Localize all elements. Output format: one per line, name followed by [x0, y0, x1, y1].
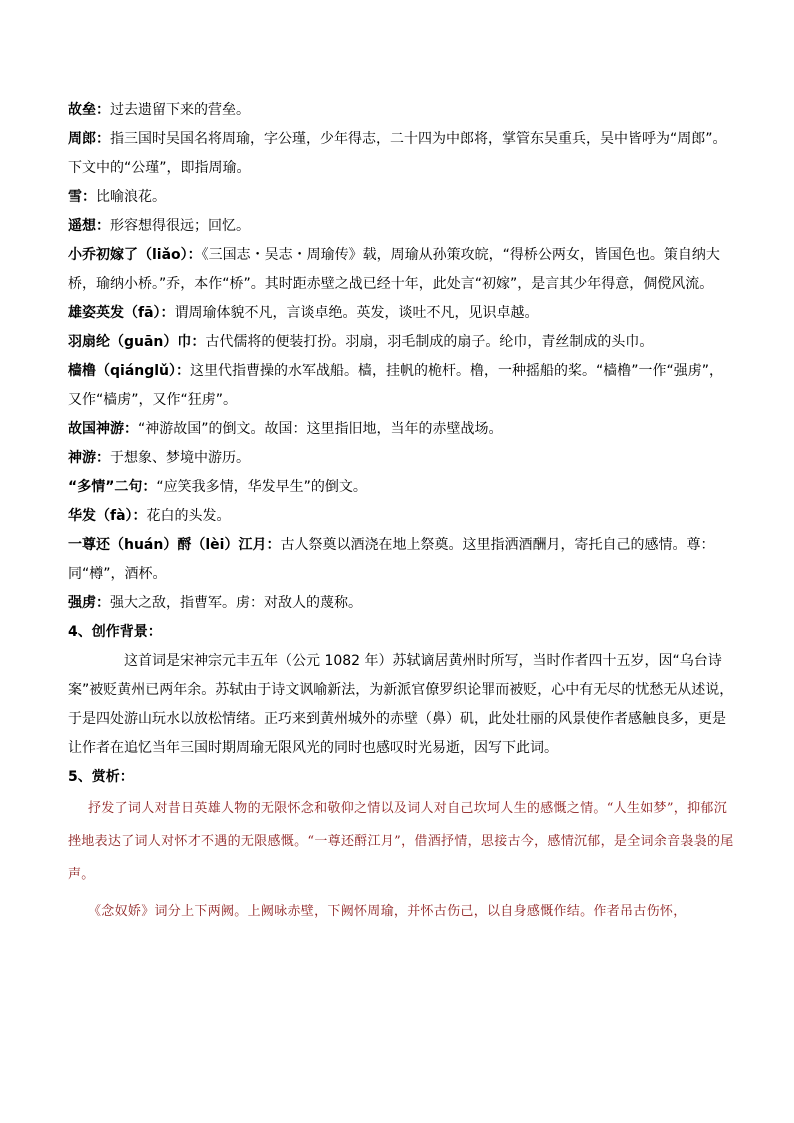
glossary-term: 雪	[68, 189, 82, 205]
glossary-term: 樯橹（qiánglǔ）	[68, 363, 177, 379]
glossary-term: 雄姿英发（fā）	[68, 305, 161, 321]
glossary-entry	[68, 299, 734, 328]
glossary-definition: 《三国志・吴志・周瑜传》载，周瑜从孙策攻皖，“得桥公两女，皆国色也。策自纳大桥，瑜纳小桥。”乔，本作“桥”。其时距赤壁之战已经十年，此处言“初嫁”，是言其少年得意，倜傥风流。	[68, 247, 720, 292]
glossary-term: 故垒	[68, 102, 96, 118]
appreciation-paragraph-1: 抒发了词人对昔日英雄人物的无限怀念和敬仰之情以及词人对自己坎坷人生的感慨之情。“人生如梦”，抑郁沉挫地表达了词人对怀才不遇的无限感慨。“一尊还酹江月”，借酒抒情，思接古今，感情沉郁，是全词余音袅袅的尾声。	[68, 801, 734, 882]
glossary-term: 羽扇纶（guān）巾	[68, 334, 192, 350]
glossary-separator: ：	[176, 363, 191, 379]
glossary-term: “多情”二句	[68, 479, 143, 495]
glossary-definition: 比喻浪花。	[96, 189, 166, 205]
glossary-term: 华发（fà）	[68, 508, 133, 524]
appreciation-paragraph-2: 《念奴娇》词分上下两阙。上阙咏赤壁，下阙怀周瑜，并怀古伤己，以自身感慨作结。作者吊古伤怀，	[88, 904, 687, 919]
glossary-definition: 于想象、梦境中游历。	[110, 450, 250, 466]
glossary-separator: ：	[96, 131, 110, 147]
glossary-separator: ：	[266, 537, 281, 553]
glossary-entry	[68, 502, 734, 531]
glossary-definition: 花白的头发。	[146, 508, 231, 524]
glossary-entry	[68, 473, 734, 502]
glossary-entry	[68, 589, 734, 618]
glossary-list	[68, 96, 734, 618]
glossary-entry	[68, 357, 734, 415]
glossary-separator: ：	[132, 508, 147, 524]
glossary-term: 周郎	[68, 131, 96, 147]
glossary-definition: “神游故国”的倒文。故国：这里指旧地，当年的赤壁战场。	[138, 421, 503, 437]
glossary-entry	[68, 415, 734, 444]
glossary-definition: 古代儒将的便装打扮。羽扇，羽毛制成的扇子。纶巾，青丝制成的头巾。	[205, 334, 654, 350]
glossary-definition: 形容想得很远；回忆。	[110, 218, 250, 234]
glossary-separator: ：	[124, 421, 138, 437]
glossary-entry	[68, 96, 734, 125]
glossary-term: 强虏	[68, 595, 96, 611]
glossary-separator: ：	[82, 189, 96, 205]
glossary-entry	[68, 444, 734, 473]
glossary-term: 神游	[68, 450, 96, 466]
glossary-entry	[68, 241, 734, 299]
glossary-separator: ：	[191, 334, 206, 350]
glossary-definition: 强大之敌，指曹军。虏：对敌人的蔑称。	[110, 595, 362, 611]
background-paragraph: 这首词是宋神宗元丰五年（公元 1082 年）苏轼谪居黄州时所写，当时作者四十五岁，因“乌台诗案”被贬黄州已两年余。苏轼由于诗文讽喻新法，为新派官僚罗织论罪而被贬，心中有无尽的忧愁无从述说，于是四处游山玩水以放松情绪。正巧来到黄州城外的赤壁（鼻）矶，此处壮丽的风景使作者感触良多，更是让作者在追忆当年三国时期周瑜无限风光的同时也感叹时光易逝，因写下此词。	[68, 653, 734, 756]
glossary-term: 小乔初嫁了（liǎo）	[68, 247, 188, 263]
glossary-term: 一尊还（huán）酹（lèi）江月	[68, 537, 267, 553]
glossary-definition: 这里代指曹操的水军战船。樯，挂帆的桅杆。橹，一种摇船的桨。“樯橹”一作“强虏”，又作“樯虏”，又作“狂虏”。	[68, 363, 724, 408]
background-heading: 4、创作背景：	[68, 624, 162, 640]
appreciation-heading: 5、赏析：	[68, 769, 134, 785]
glossary-term: 故国神游	[68, 421, 124, 437]
glossary-definition: 指三国时吴国名将周瑜，字公瑾，少年得志，二十四为中郎将，掌管东吴重兵，吴中皆呼为“周郎”。下文中的“公瑾”，即指周瑜。	[68, 131, 727, 176]
glossary-entry	[68, 531, 734, 589]
glossary-separator: ：	[96, 595, 110, 611]
glossary-definition: 古人祭奠以酒浇在地上祭奠。这里指洒酒酬月，寄托自己的感情。尊：同“樽”，酒杯。	[68, 537, 715, 582]
glossary-separator: ：	[160, 305, 175, 321]
glossary-separator: ：	[187, 247, 202, 263]
glossary-entry	[68, 183, 734, 212]
glossary-separator: ：	[96, 450, 110, 466]
glossary-entry	[68, 125, 734, 183]
glossary-definition: “应笑我多情，华发早生”的倒文。	[156, 479, 367, 495]
glossary-separator: ：	[142, 479, 157, 495]
glossary-entry	[68, 212, 734, 241]
glossary-entry	[68, 328, 734, 357]
glossary-separator: ：	[96, 102, 110, 118]
glossary-definition: 谓周瑜体貌不凡，言谈卓绝。英发，谈吐不凡，见识卓越。	[174, 305, 539, 321]
glossary-separator: ：	[96, 218, 110, 234]
glossary-term: 遥想	[68, 218, 96, 234]
glossary-definition: 过去遗留下来的营垒。	[110, 102, 250, 118]
